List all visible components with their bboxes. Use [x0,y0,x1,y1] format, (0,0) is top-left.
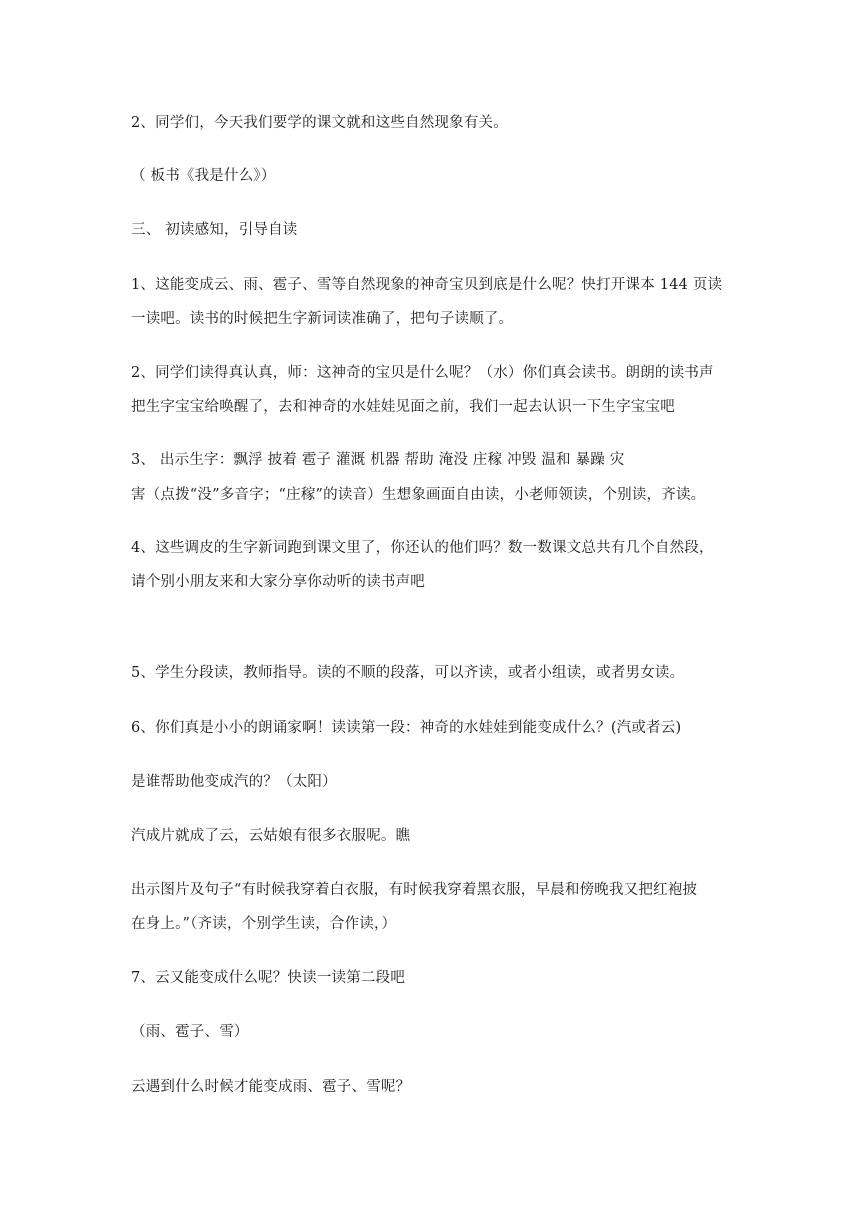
paragraph-1-line-2: 一读吧。读书的时候把生字新词读准确了，把句子读顺了。 [131,311,514,327]
paragraph-board-title: （ 板书《我是什么》） [131,168,276,184]
paragraph-6: 6、你们真是小小的朗诵家啊！读读第一段：神奇的水娃娃到能变成什么？(汽或者云) [131,720,682,736]
paragraph-7-answer: （雨、雹子、雪） [131,1024,249,1040]
paragraph-6-sub-3-line-2: 在身上。”（齐读，个别学生读，合作读，） [131,916,397,932]
paragraph-7-question: 云遇到什么时候才能变成雨、雹子、雪呢？ [131,1079,411,1095]
paragraph-3-line-2: 害（点拨“没”多音字；“庄稼”的读音）生想象画面自由读，小老师领读，个别读，齐读。 [131,487,706,503]
paragraph-5: 5、学生分段读，教师指导。读的不顺的段落，可以齐读，或者小组读，或者男女读。 [131,665,685,681]
paragraph-2-line-2: 把生字宝宝给唤醒了，去和神奇的水娃娃见面之前，我们一起去认识一下生字宝宝吧 [131,399,675,415]
paragraph-4-line-2: 请个别小朋友来和大家分享你动听的读书声吧 [131,574,425,590]
paragraph-1-line-1: 1、这能变成云、雨、雹子、雪等自然现象的神奇宝贝到底是什么呢？快打开课本 144 页读 [131,277,723,293]
paragraph-2-intro: 2、同学们，今天我们要学的课文就和这些自然现象有关。 [131,115,508,131]
paragraph-2-line-1: 2、同学们读得真认真，师：这神奇的宝贝是什么呢？（水）你们真会读书。朗朗的读书声 [131,365,714,381]
paragraph-3-line-1: 3、 出示生字：飘浮 披着 雹子 灌溉 机器 帮助 淹没 庄稼 冲毁 温和 暴躁 灾 [131,452,625,468]
paragraph-6-sub-3-line-1: 出示图片及句子“有时候我穿着白衣服，有时候我穿着黑衣服，早晨和傍晚我又把红袍披 [131,882,698,898]
paragraph-7: 7、云又能变成什么呢？快读一读第二段吧 [131,970,406,986]
paragraph-6-sub-2: 汽成片就成了云，云姑娘有很多衣服呢。瞧 [131,828,411,844]
paragraph-4-line-1: 4、这些调皮的生字新词跑到课文里了，你还认的他们吗？数一数课文总共有几个自然段， [131,540,714,556]
section-heading-3: 三、 初读感知，引导自读 [131,222,298,238]
paragraph-6-sub-1: 是谁帮助他变成汽的？（太阳） [131,774,337,790]
